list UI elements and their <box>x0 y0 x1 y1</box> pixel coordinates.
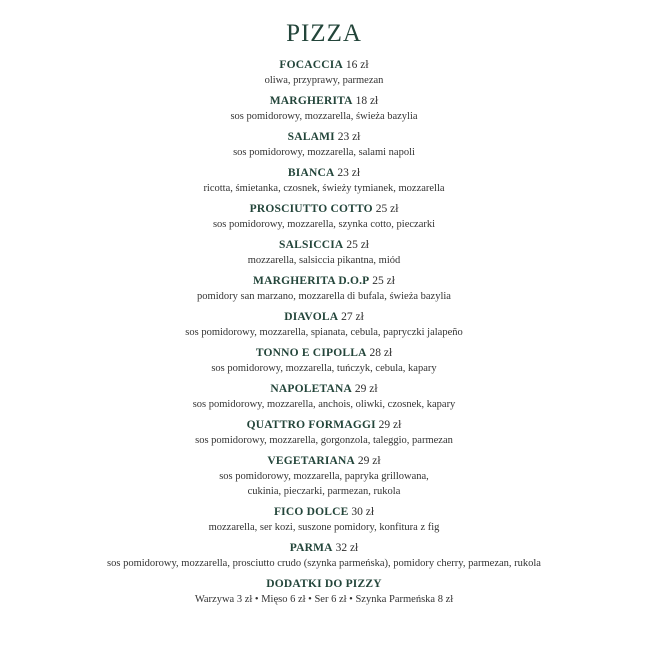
menu-title: PIZZA <box>286 20 362 47</box>
menu-item-price: 29 zł <box>354 383 378 395</box>
menu-item-heading <box>0 130 648 145</box>
menu-item-name: FICO DOLCE <box>273 506 349 518</box>
extras-heading-line <box>0 577 648 592</box>
menu-item-description: sos pomidorowy, mozzarella, gorgonzola, taleggio, parmezan <box>195 435 453 446</box>
menu-item <box>0 505 648 535</box>
menu-item <box>0 541 648 571</box>
menu-item-heading <box>0 454 648 469</box>
menu-item-price: 29 zł <box>357 455 381 467</box>
extras-heading: DODATKI DO PIZZY <box>266 578 382 590</box>
menu-item-name: TONNO E CIPOLLA <box>255 347 367 359</box>
menu-item-description: mozzarella, ser kozi, suszone pomidory, konfitura z fig <box>208 522 440 533</box>
menu-item-description: sos pomidorowy, mozzarella, salami napoli <box>233 147 415 158</box>
menu-item-price: 30 zł <box>351 506 375 518</box>
menu-item-description: ricotta, śmietanka, czosnek, świeży tymianek, mozzarella <box>203 183 445 194</box>
menu-item-price: 16 zł <box>345 59 369 71</box>
menu-item-description: oliwa, przyprawy, parmezan <box>264 75 384 86</box>
menu-item-heading <box>0 274 648 289</box>
menu-item <box>0 454 648 499</box>
menu-item-name: MARGHERITA D.O.P <box>253 275 370 287</box>
menu-item-description: mozzarella, salsiccia pikantna, miód <box>247 255 401 266</box>
menu-item <box>0 418 648 448</box>
menu-items-list <box>0 58 648 571</box>
menu-item-heading <box>0 238 648 253</box>
menu-item-name: BIANCA <box>287 167 335 179</box>
menu-item <box>0 94 648 124</box>
menu-item-price: 23 zł <box>337 131 361 143</box>
extras-list: Warzywa 3 zł • Mięso 6 zł • Ser 6 zł • Szynka Parmeńska 8 zł <box>194 594 454 605</box>
menu-item-description: sos pomidorowy, mozzarella, tuńczyk, cebula, kapary <box>211 363 437 374</box>
menu-item-name: MARGHERITA <box>269 95 353 107</box>
menu-item-name: VEGETARIANA <box>267 455 356 467</box>
menu-item-description: sos pomidorowy, mozzarella, świeża bazylia <box>230 111 418 122</box>
menu-item <box>0 166 648 196</box>
menu-item-description: sos pomidorowy, mozzarella, spianata, cebula, papryczki jalapeño <box>185 327 463 338</box>
menu-item <box>0 274 648 304</box>
menu-item-description: sos pomidorowy, mozzarella, prosciutto crudo (szynka parmeńska), pomidory cherry, parmezan, rukola <box>107 558 541 569</box>
menu-item-description: sos pomidorowy, mozzarella, anchois, oliwki, czosnek, kapary <box>192 399 456 410</box>
menu-item-price: 25 zł <box>375 203 399 215</box>
menu-item-price: 27 zł <box>341 311 364 323</box>
menu-item <box>0 382 648 412</box>
menu-item-name: PROSCIUTTO COTTO <box>249 203 373 215</box>
menu-item-heading <box>0 58 648 73</box>
menu-item-heading <box>0 94 648 109</box>
menu-item-description: pomidory san marzano, mozzarella di bufala, świeża bazylia <box>197 291 451 302</box>
menu-item <box>0 58 648 88</box>
menu-item-heading <box>0 382 648 397</box>
menu-item-name: QUATTRO FORMAGGI <box>246 419 376 431</box>
menu-item-price: 25 zł <box>346 239 369 251</box>
menu-item-price: 28 zł <box>369 347 393 359</box>
menu-item-name: DIAVOLA <box>284 311 339 323</box>
menu-item-price: 29 zł <box>378 419 402 431</box>
menu-item-heading <box>0 346 648 361</box>
menu-item-name: SALAMI <box>287 131 335 143</box>
menu-item <box>0 202 648 232</box>
menu-item-price: 23 zł <box>337 167 361 179</box>
menu-item-price: 32 zł <box>335 542 359 554</box>
menu-item-name: PARMA <box>289 542 333 554</box>
menu-item <box>0 310 648 340</box>
menu-item <box>0 346 648 376</box>
menu-item-heading <box>0 166 648 181</box>
menu-item-name: FOCACCIA <box>279 59 343 71</box>
menu-item-heading <box>0 541 648 556</box>
menu-item-description: cukinia, pieczarki, parmezan, rukola <box>247 486 401 497</box>
menu-item-name: SALSICCIA <box>279 239 344 251</box>
menu-item-price: 25 zł <box>372 275 395 287</box>
menu-item-price: 18 zł <box>355 95 379 107</box>
menu-item-description: sos pomidorowy, mozzarella, szynka cotto, pieczarki <box>212 219 436 230</box>
menu-item-heading <box>0 202 648 217</box>
menu-item-description: sos pomidorowy, mozzarella, papryka grillowana, <box>219 471 429 482</box>
menu-item-heading <box>0 505 648 520</box>
menu-item-name: NAPOLETANA <box>270 383 353 395</box>
menu-item-heading <box>0 310 648 325</box>
extras-section <box>0 577 648 607</box>
menu-item <box>0 130 648 160</box>
menu-item <box>0 238 648 268</box>
menu-item-heading <box>0 418 648 433</box>
